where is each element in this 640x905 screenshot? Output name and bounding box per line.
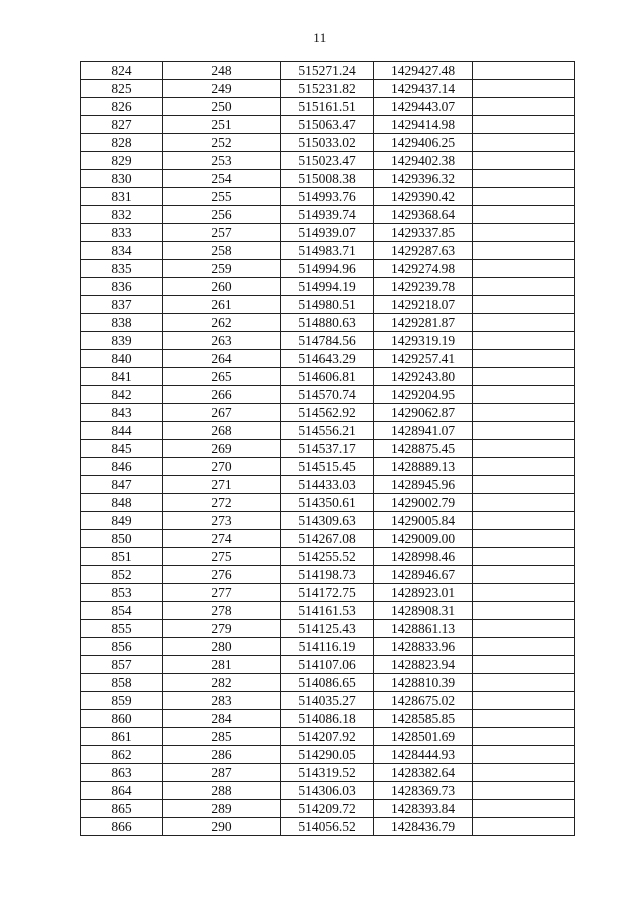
y-coordinate-cell: 1428823.94 <box>374 656 473 674</box>
table-row <box>81 296 575 314</box>
page-number: 11 <box>313 30 327 45</box>
row-number-cell: 860 <box>81 710 163 728</box>
row-number-cell: 853 <box>81 584 163 602</box>
y-coordinate-cell: 1429406.25 <box>374 134 473 152</box>
y-coordinate-cell: 1429204.95 <box>374 386 473 404</box>
table-row <box>81 242 575 260</box>
point-number-cell: 287 <box>163 764 281 782</box>
row-number-cell: 842 <box>81 386 163 404</box>
point-number-cell: 261 <box>163 296 281 314</box>
row-number-cell: 850 <box>81 530 163 548</box>
empty-cell <box>473 278 575 296</box>
table-row <box>81 494 575 512</box>
row-number-cell: 828 <box>81 134 163 152</box>
table-row <box>81 800 575 818</box>
x-coordinate-cell: 514784.56 <box>281 332 374 350</box>
empty-cell <box>473 314 575 332</box>
x-coordinate-cell: 514350.61 <box>281 494 374 512</box>
point-number-cell: 288 <box>163 782 281 800</box>
point-number-cell: 274 <box>163 530 281 548</box>
row-number-cell: 832 <box>81 206 163 224</box>
empty-cell <box>473 746 575 764</box>
point-number-cell: 289 <box>163 800 281 818</box>
y-coordinate-cell: 1428444.93 <box>374 746 473 764</box>
empty-cell <box>473 134 575 152</box>
y-coordinate-cell: 1428393.84 <box>374 800 473 818</box>
table-row <box>81 638 575 656</box>
row-number-cell: 840 <box>81 350 163 368</box>
row-number-cell: 847 <box>81 476 163 494</box>
empty-cell <box>473 332 575 350</box>
point-number-cell: 260 <box>163 278 281 296</box>
empty-cell <box>473 62 575 80</box>
point-number-cell: 268 <box>163 422 281 440</box>
y-coordinate-cell: 1429239.78 <box>374 278 473 296</box>
table-row <box>81 206 575 224</box>
table-row <box>81 62 575 80</box>
empty-cell <box>473 728 575 746</box>
row-number-cell: 836 <box>81 278 163 296</box>
row-number-cell: 862 <box>81 746 163 764</box>
point-number-cell: 269 <box>163 440 281 458</box>
empty-cell <box>473 782 575 800</box>
table-row <box>81 458 575 476</box>
table-row <box>81 476 575 494</box>
table-row <box>81 818 575 836</box>
point-number-cell: 253 <box>163 152 281 170</box>
empty-cell <box>473 98 575 116</box>
table-row <box>81 512 575 530</box>
y-coordinate-cell: 1428945.96 <box>374 476 473 494</box>
x-coordinate-cell: 515033.02 <box>281 134 374 152</box>
row-number-cell: 835 <box>81 260 163 278</box>
row-number-cell: 843 <box>81 404 163 422</box>
y-coordinate-cell: 1428369.73 <box>374 782 473 800</box>
empty-cell <box>473 458 575 476</box>
table-row <box>81 584 575 602</box>
y-coordinate-cell: 1429243.80 <box>374 368 473 386</box>
row-number-cell: 839 <box>81 332 163 350</box>
point-number-cell: 262 <box>163 314 281 332</box>
y-coordinate-cell: 1428436.79 <box>374 818 473 836</box>
empty-cell <box>473 638 575 656</box>
x-coordinate-cell: 514209.72 <box>281 800 374 818</box>
point-number-cell: 259 <box>163 260 281 278</box>
y-coordinate-cell: 1428382.64 <box>374 764 473 782</box>
row-number-cell: 851 <box>81 548 163 566</box>
row-number-cell: 863 <box>81 764 163 782</box>
x-coordinate-cell: 514306.03 <box>281 782 374 800</box>
x-coordinate-cell: 514994.19 <box>281 278 374 296</box>
row-number-cell: 848 <box>81 494 163 512</box>
x-coordinate-cell: 514086.65 <box>281 674 374 692</box>
x-coordinate-cell: 514107.06 <box>281 656 374 674</box>
table-row <box>81 566 575 584</box>
y-coordinate-cell: 1428810.39 <box>374 674 473 692</box>
point-number-cell: 257 <box>163 224 281 242</box>
table-row <box>81 134 575 152</box>
x-coordinate-cell: 514939.07 <box>281 224 374 242</box>
y-coordinate-cell: 1429002.79 <box>374 494 473 512</box>
point-number-cell: 265 <box>163 368 281 386</box>
table-row <box>81 422 575 440</box>
empty-cell <box>473 386 575 404</box>
x-coordinate-cell: 514086.18 <box>281 710 374 728</box>
empty-cell <box>473 710 575 728</box>
table-row <box>81 188 575 206</box>
y-coordinate-cell: 1428946.67 <box>374 566 473 584</box>
y-coordinate-cell: 1428998.46 <box>374 548 473 566</box>
point-number-cell: 267 <box>163 404 281 422</box>
x-coordinate-cell: 514983.71 <box>281 242 374 260</box>
row-number-cell: 826 <box>81 98 163 116</box>
empty-cell <box>473 440 575 458</box>
x-coordinate-cell: 514993.76 <box>281 188 374 206</box>
table-row <box>81 368 575 386</box>
row-number-cell: 841 <box>81 368 163 386</box>
x-coordinate-cell: 514643.29 <box>281 350 374 368</box>
row-number-cell: 857 <box>81 656 163 674</box>
row-number-cell: 866 <box>81 818 163 836</box>
y-coordinate-cell: 1428585.85 <box>374 710 473 728</box>
table-row <box>81 98 575 116</box>
row-number-cell: 824 <box>81 62 163 80</box>
y-coordinate-cell: 1429009.00 <box>374 530 473 548</box>
empty-cell <box>473 656 575 674</box>
x-coordinate-cell: 514035.27 <box>281 692 374 710</box>
point-number-cell: 280 <box>163 638 281 656</box>
y-coordinate-cell: 1429437.14 <box>374 80 473 98</box>
empty-cell <box>473 476 575 494</box>
row-number-cell: 825 <box>81 80 163 98</box>
coordinates-table-body <box>81 62 575 836</box>
x-coordinate-cell: 515008.38 <box>281 170 374 188</box>
x-coordinate-cell: 514161.53 <box>281 602 374 620</box>
table-row <box>81 404 575 422</box>
row-number-cell: 852 <box>81 566 163 584</box>
table-row <box>81 332 575 350</box>
x-coordinate-cell: 514116.19 <box>281 638 374 656</box>
empty-cell <box>473 602 575 620</box>
x-coordinate-cell: 514939.74 <box>281 206 374 224</box>
y-coordinate-cell: 1428875.45 <box>374 440 473 458</box>
row-number-cell: 827 <box>81 116 163 134</box>
y-coordinate-cell: 1428923.01 <box>374 584 473 602</box>
point-number-cell: 283 <box>163 692 281 710</box>
table-row <box>81 710 575 728</box>
y-coordinate-cell: 1429414.98 <box>374 116 473 134</box>
point-number-cell: 286 <box>163 746 281 764</box>
table-row <box>81 530 575 548</box>
empty-cell <box>473 80 575 98</box>
empty-cell <box>473 206 575 224</box>
row-number-cell: 859 <box>81 692 163 710</box>
y-coordinate-cell: 1429005.84 <box>374 512 473 530</box>
point-number-cell: 278 <box>163 602 281 620</box>
point-number-cell: 279 <box>163 620 281 638</box>
row-number-cell: 849 <box>81 512 163 530</box>
table-row <box>81 170 575 188</box>
empty-cell <box>473 260 575 278</box>
x-coordinate-cell: 514556.21 <box>281 422 374 440</box>
point-number-cell: 285 <box>163 728 281 746</box>
y-coordinate-cell: 1429257.41 <box>374 350 473 368</box>
empty-cell <box>473 152 575 170</box>
point-number-cell: 251 <box>163 116 281 134</box>
point-number-cell: 271 <box>163 476 281 494</box>
row-number-cell: 855 <box>81 620 163 638</box>
empty-cell <box>473 188 575 206</box>
table-row <box>81 314 575 332</box>
point-number-cell: 272 <box>163 494 281 512</box>
y-coordinate-cell: 1429368.64 <box>374 206 473 224</box>
x-coordinate-cell: 514290.05 <box>281 746 374 764</box>
x-coordinate-cell: 514537.17 <box>281 440 374 458</box>
point-number-cell: 275 <box>163 548 281 566</box>
empty-cell <box>473 530 575 548</box>
x-coordinate-cell: 514880.63 <box>281 314 374 332</box>
y-coordinate-cell: 1429218.07 <box>374 296 473 314</box>
point-number-cell: 266 <box>163 386 281 404</box>
row-number-cell: 846 <box>81 458 163 476</box>
y-coordinate-cell: 1429281.87 <box>374 314 473 332</box>
empty-cell <box>473 800 575 818</box>
empty-cell <box>473 404 575 422</box>
x-coordinate-cell: 514562.92 <box>281 404 374 422</box>
x-coordinate-cell: 514125.43 <box>281 620 374 638</box>
y-coordinate-cell: 1429427.48 <box>374 62 473 80</box>
x-coordinate-cell: 514172.75 <box>281 584 374 602</box>
row-number-cell: 865 <box>81 800 163 818</box>
x-coordinate-cell: 514309.63 <box>281 512 374 530</box>
y-coordinate-cell: 1428908.31 <box>374 602 473 620</box>
x-coordinate-cell: 514267.08 <box>281 530 374 548</box>
point-number-cell: 256 <box>163 206 281 224</box>
point-number-cell: 263 <box>163 332 281 350</box>
y-coordinate-cell: 1429062.87 <box>374 404 473 422</box>
y-coordinate-cell: 1428501.69 <box>374 728 473 746</box>
empty-cell <box>473 494 575 512</box>
point-number-cell: 252 <box>163 134 281 152</box>
empty-cell <box>473 674 575 692</box>
x-coordinate-cell: 515161.51 <box>281 98 374 116</box>
y-coordinate-cell: 1428889.13 <box>374 458 473 476</box>
y-coordinate-cell: 1428675.02 <box>374 692 473 710</box>
y-coordinate-cell: 1429402.38 <box>374 152 473 170</box>
y-coordinate-cell: 1428861.13 <box>374 620 473 638</box>
empty-cell <box>473 296 575 314</box>
x-coordinate-cell: 514980.51 <box>281 296 374 314</box>
y-coordinate-cell: 1429390.42 <box>374 188 473 206</box>
row-number-cell: 864 <box>81 782 163 800</box>
point-number-cell: 264 <box>163 350 281 368</box>
row-number-cell: 856 <box>81 638 163 656</box>
y-coordinate-cell: 1429319.19 <box>374 332 473 350</box>
y-coordinate-cell: 1429274.98 <box>374 260 473 278</box>
table-row <box>81 440 575 458</box>
table-row <box>81 152 575 170</box>
empty-cell <box>473 764 575 782</box>
empty-cell <box>473 170 575 188</box>
table-row <box>81 656 575 674</box>
empty-cell <box>473 584 575 602</box>
table-row <box>81 386 575 404</box>
point-number-cell: 255 <box>163 188 281 206</box>
point-number-cell: 248 <box>163 62 281 80</box>
empty-cell <box>473 548 575 566</box>
coordinates-table <box>80 61 575 836</box>
empty-cell <box>473 116 575 134</box>
point-number-cell: 290 <box>163 818 281 836</box>
x-coordinate-cell: 514606.81 <box>281 368 374 386</box>
table-row <box>81 350 575 368</box>
empty-cell <box>473 692 575 710</box>
table-row <box>81 764 575 782</box>
x-coordinate-cell: 514994.96 <box>281 260 374 278</box>
table-row <box>81 674 575 692</box>
y-coordinate-cell: 1429396.32 <box>374 170 473 188</box>
x-coordinate-cell: 514570.74 <box>281 386 374 404</box>
row-number-cell: 838 <box>81 314 163 332</box>
x-coordinate-cell: 515271.24 <box>281 62 374 80</box>
x-coordinate-cell: 514319.52 <box>281 764 374 782</box>
table-row <box>81 548 575 566</box>
row-number-cell: 833 <box>81 224 163 242</box>
empty-cell <box>473 512 575 530</box>
row-number-cell: 834 <box>81 242 163 260</box>
point-number-cell: 281 <box>163 656 281 674</box>
row-number-cell: 854 <box>81 602 163 620</box>
y-coordinate-cell: 1429443.07 <box>374 98 473 116</box>
empty-cell <box>473 224 575 242</box>
table-row <box>81 80 575 98</box>
empty-cell <box>473 242 575 260</box>
empty-cell <box>473 422 575 440</box>
table-row <box>81 728 575 746</box>
row-number-cell: 837 <box>81 296 163 314</box>
table-row <box>81 782 575 800</box>
y-coordinate-cell: 1428941.07 <box>374 422 473 440</box>
x-coordinate-cell: 515063.47 <box>281 116 374 134</box>
empty-cell <box>473 620 575 638</box>
row-number-cell: 831 <box>81 188 163 206</box>
point-number-cell: 276 <box>163 566 281 584</box>
x-coordinate-cell: 514433.03 <box>281 476 374 494</box>
row-number-cell: 830 <box>81 170 163 188</box>
table-row <box>81 620 575 638</box>
row-number-cell: 829 <box>81 152 163 170</box>
x-coordinate-cell: 515231.82 <box>281 80 374 98</box>
row-number-cell: 858 <box>81 674 163 692</box>
row-number-cell: 861 <box>81 728 163 746</box>
point-number-cell: 250 <box>163 98 281 116</box>
table-row <box>81 746 575 764</box>
table-row <box>81 692 575 710</box>
y-coordinate-cell: 1428833.96 <box>374 638 473 656</box>
y-coordinate-cell: 1429287.63 <box>374 242 473 260</box>
x-coordinate-cell: 514056.52 <box>281 818 374 836</box>
empty-cell <box>473 818 575 836</box>
table-row <box>81 224 575 242</box>
x-coordinate-cell: 514255.52 <box>281 548 374 566</box>
point-number-cell: 258 <box>163 242 281 260</box>
row-number-cell: 845 <box>81 440 163 458</box>
x-coordinate-cell: 515023.47 <box>281 152 374 170</box>
table-row <box>81 602 575 620</box>
point-number-cell: 273 <box>163 512 281 530</box>
table-row <box>81 278 575 296</box>
point-number-cell: 249 <box>163 80 281 98</box>
empty-cell <box>473 368 575 386</box>
point-number-cell: 277 <box>163 584 281 602</box>
empty-cell <box>473 566 575 584</box>
y-coordinate-cell: 1429337.85 <box>374 224 473 242</box>
table-row <box>81 260 575 278</box>
point-number-cell: 284 <box>163 710 281 728</box>
table-row <box>81 116 575 134</box>
row-number-cell: 844 <box>81 422 163 440</box>
point-number-cell: 282 <box>163 674 281 692</box>
x-coordinate-cell: 514515.45 <box>281 458 374 476</box>
point-number-cell: 270 <box>163 458 281 476</box>
x-coordinate-cell: 514198.73 <box>281 566 374 584</box>
point-number-cell: 254 <box>163 170 281 188</box>
empty-cell <box>473 350 575 368</box>
x-coordinate-cell: 514207.92 <box>281 728 374 746</box>
